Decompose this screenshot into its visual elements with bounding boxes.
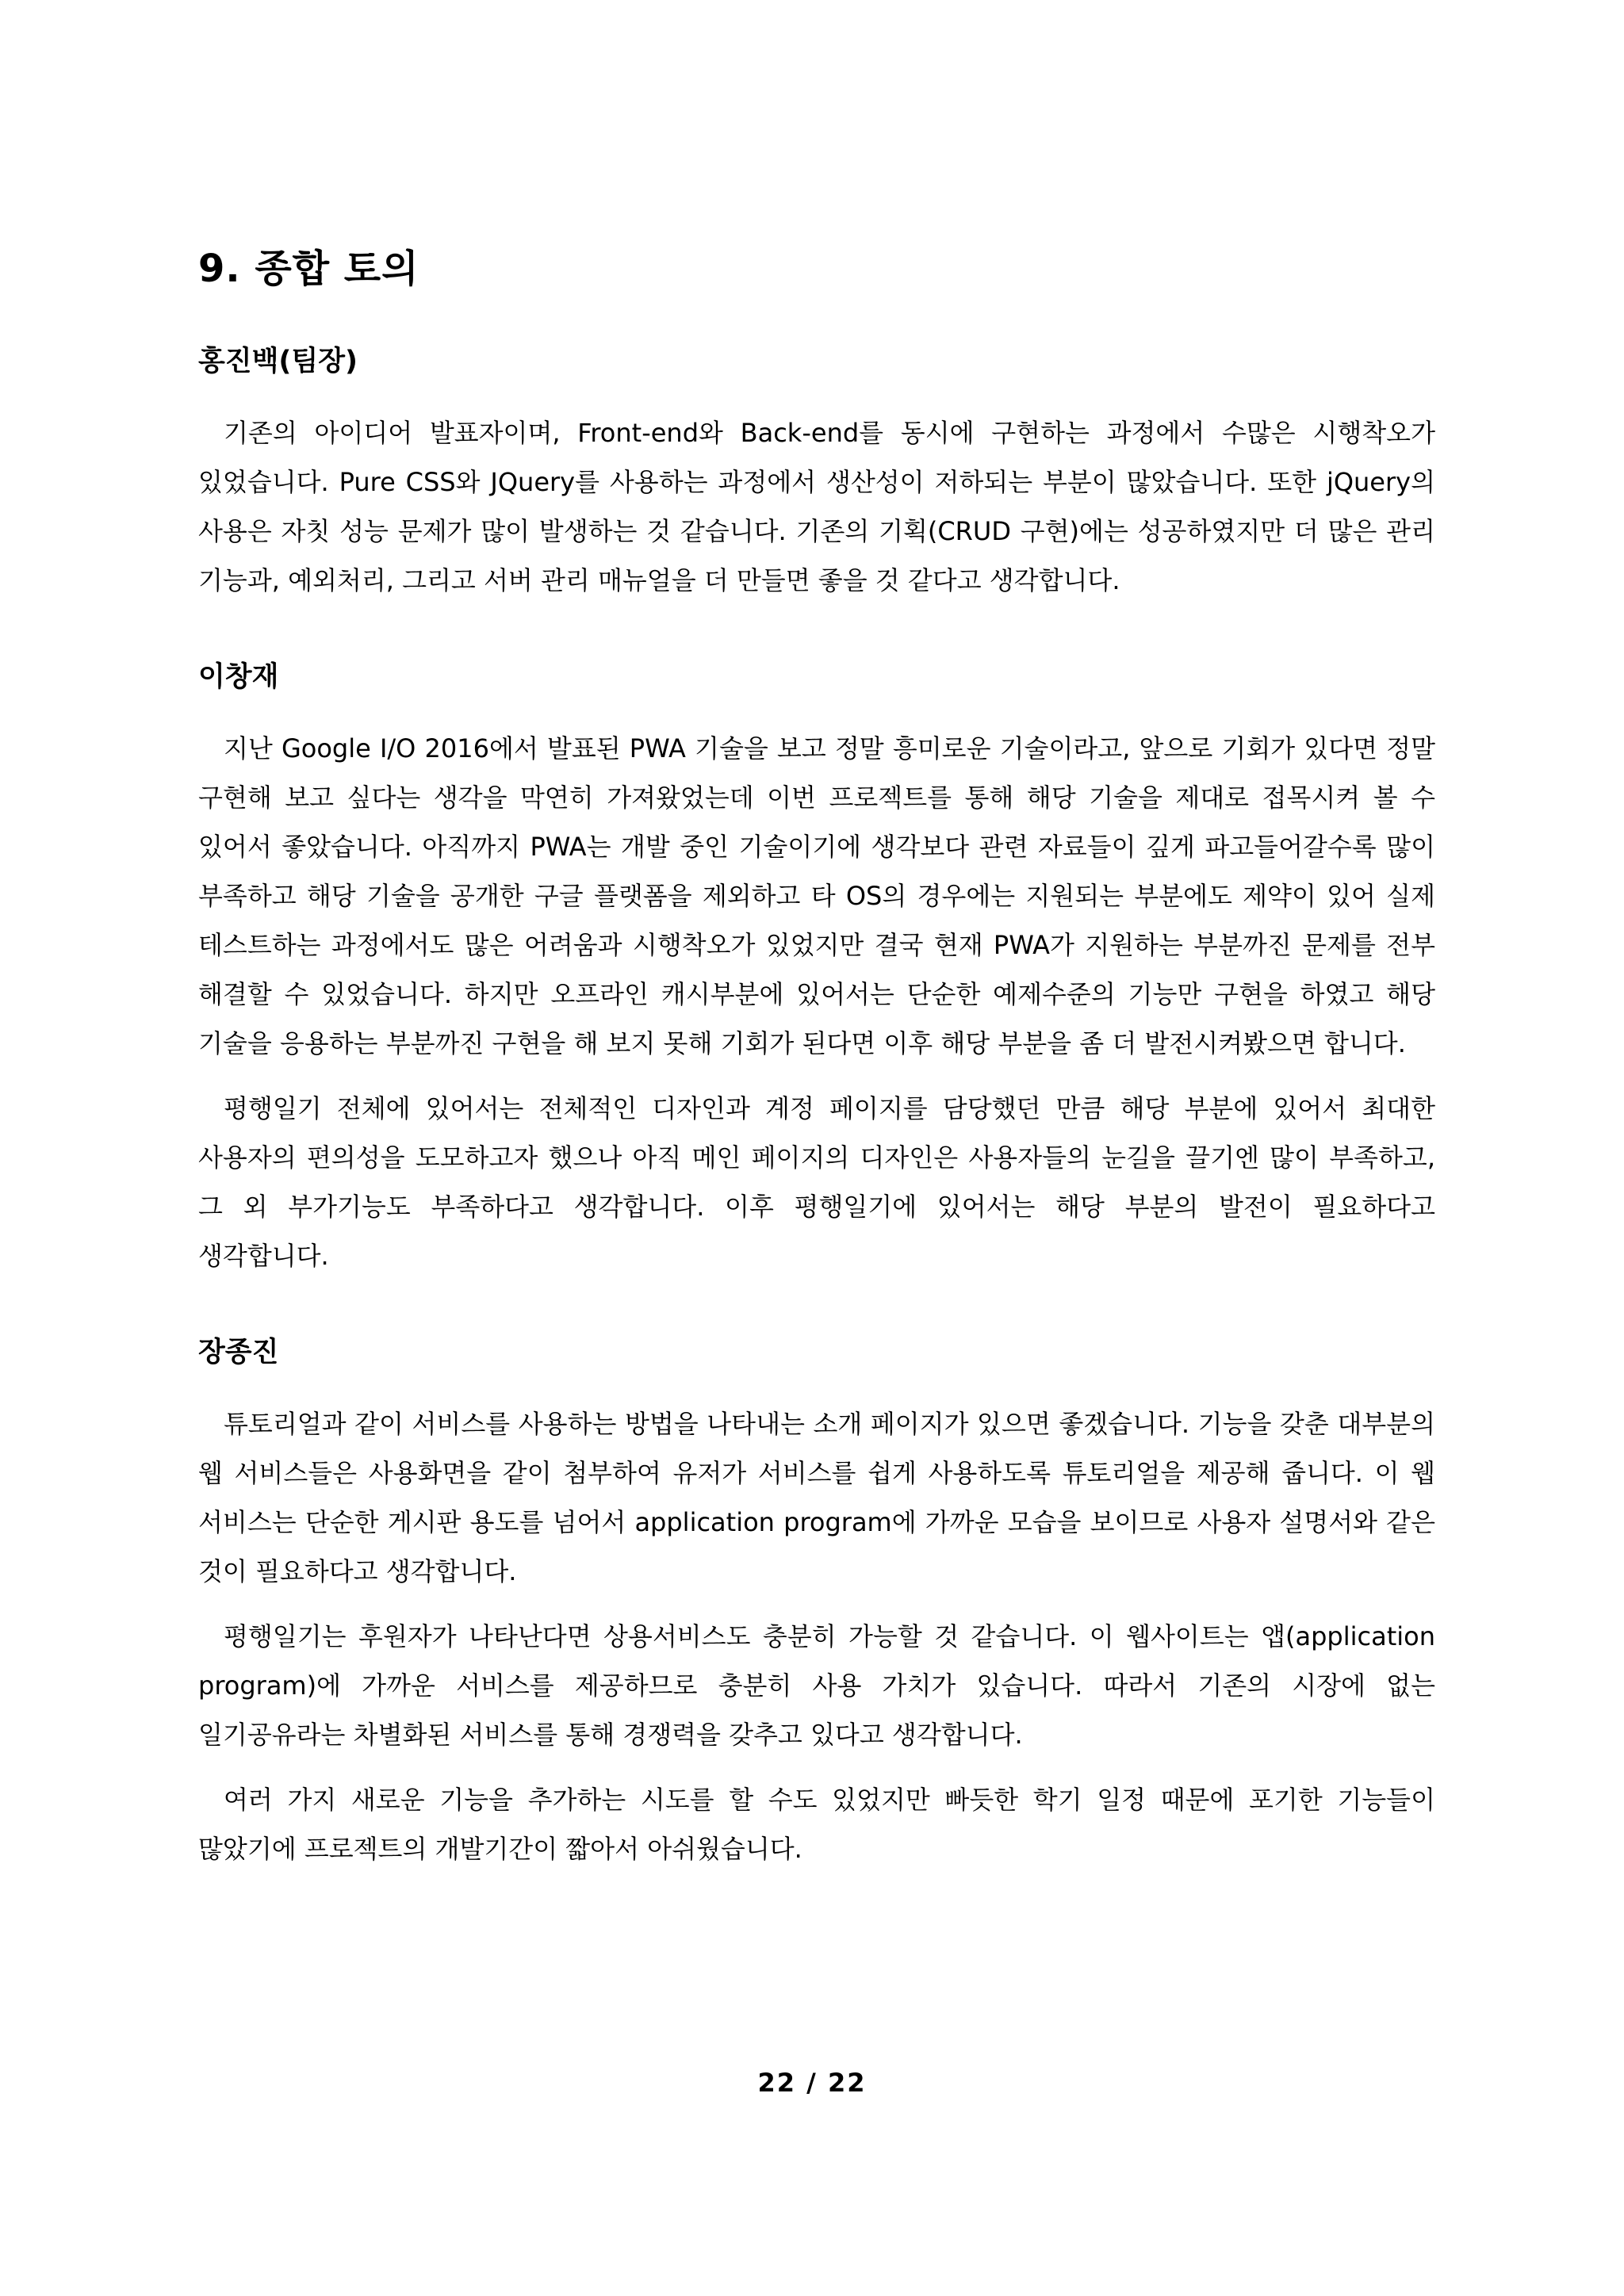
person-name: 홍진백(팀장): [198, 346, 358, 377]
paragraph: 지난 Google I/O 2016에서 발표된 PWA 기술을 보고 정말 흥미로운 기술이라고, 앞으로 기회가 있다면 정말 구현해 보고 싶다는 생각을 막연히 가져왔었는데 이번 프로젝트를 통해 해당 기술을 제대로 접목시켜 볼 수 있어서 좋았습니다. 아직까지 PWA는 개발 중인 기술이기에 생각보다 관련 자료들이 깊게 파고들어갈수록 많이 부족하고 해당 기술을 공개한 구글 플랫폼을 제외하고 타 OS의 경우에는 지원되는 부분에도 제약이 있어 실제 테스트하는 과정에서도 많은 어려움과 시행착오가 있었지만 결국 현재 PWA가 지원하는 부분까진 문제를 전부 해결할 수 있었습니다. 하지만 오프라인 캐시부분에 있어서는 단순한 예제수준의 기능만 구현을 하였고 해당 기술을 응용하는 부분까진 구현을 해 보지 못해 기회가 된다면 이후 해당 부분을 좀 더 발전시켜봤으면 합니다.: [198, 733, 1435, 1058]
paragraph: 평행일기는 후원자가 나타난다면 상용서비스도 충분히 가능할 것 같습니다. 이 웹사이트는 앱(application program)에 가까운 서비스를 제공하므로 충분히 사용 가치가 있습니다. 따라서 기존의 시장에 없는 일기공유라는 차별화된 서비스를 통해 경쟁력을 갖추고 있다고 생각합니다.: [198, 1621, 1435, 1750]
paragraph: 평행일기 전체에 있어서는 전체적인 디자인과 계정 페이지를 담당했던 만큼 해당 부분에 있어서 최대한 사용자의 편의성을 도모하고자 했으나 아직 메인 페이지의 디자인은 사용자들의 눈길을 끌기엔 많이 부족하고, 그 외 부가기능도 부족하다고 생각합니다. 이후 평행일기에 있어서는 해당 부분의 발전이 필요하다고 생각합니다.: [198, 1093, 1435, 1271]
discussion-lee-changjae: [198, 657, 1435, 1280]
paragraph: 기존의 아이디어 발표자이며, Front-end와 Back-end를 동시에 구현하는 과정에서 수많은 시행착오가 있었습니다. Pure CSS와 JQuery를 사용하는 과정에서 생산성이 저하되는 부분이 많았습니다. 또한 jQuery의 사용은 자칫 성능 문제가 많이 발생하는 것 같습니다. 기존의 기획(CRUD 구현)에는 성공하였지만 더 많은 관리 기능과, 예외처리, 그리고 서버 관리 매뉴얼을 더 만들면 좋을 것 같다고 생각합니다.: [198, 418, 1435, 595]
paragraph: 여러 가지 새로운 기능을 추가하는 시도를 할 수도 있었지만 빠듯한 학기 일정 때문에 포기한 기능들이 많았기에 프로젝트의 개발기간이 짧아서 아쉬웠습니다.: [198, 1785, 1435, 1864]
person-name: 이창재: [198, 661, 279, 693]
discussion-hong-jinbaek: [198, 342, 1435, 605]
section-title: 9. 종합 토의: [198, 247, 419, 291]
document-page: [198, 238, 1435, 1926]
person-name: 장종진: [198, 1337, 279, 1368]
discussion-jang-jongjin: [198, 1333, 1435, 1873]
page-number: 22 / 22: [757, 2068, 867, 2098]
paragraph: 튜토리얼과 같이 서비스를 사용하는 방법을 나타내는 소개 페이지가 있으면 좋겠습니다. 기능을 갖춘 대부분의 웹 서비스들은 사용화면을 같이 첨부하여 유저가 서비스를 쉽게 사용하도록 튜토리얼을 제공해 줍니다. 이 웹 서비스는 단순한 게시판 용도를 넘어서 application program에 가까운 모습을 보이므로 사용자 설명서와 같은 것이 필요하다고 생각합니다.: [198, 1409, 1435, 1586]
